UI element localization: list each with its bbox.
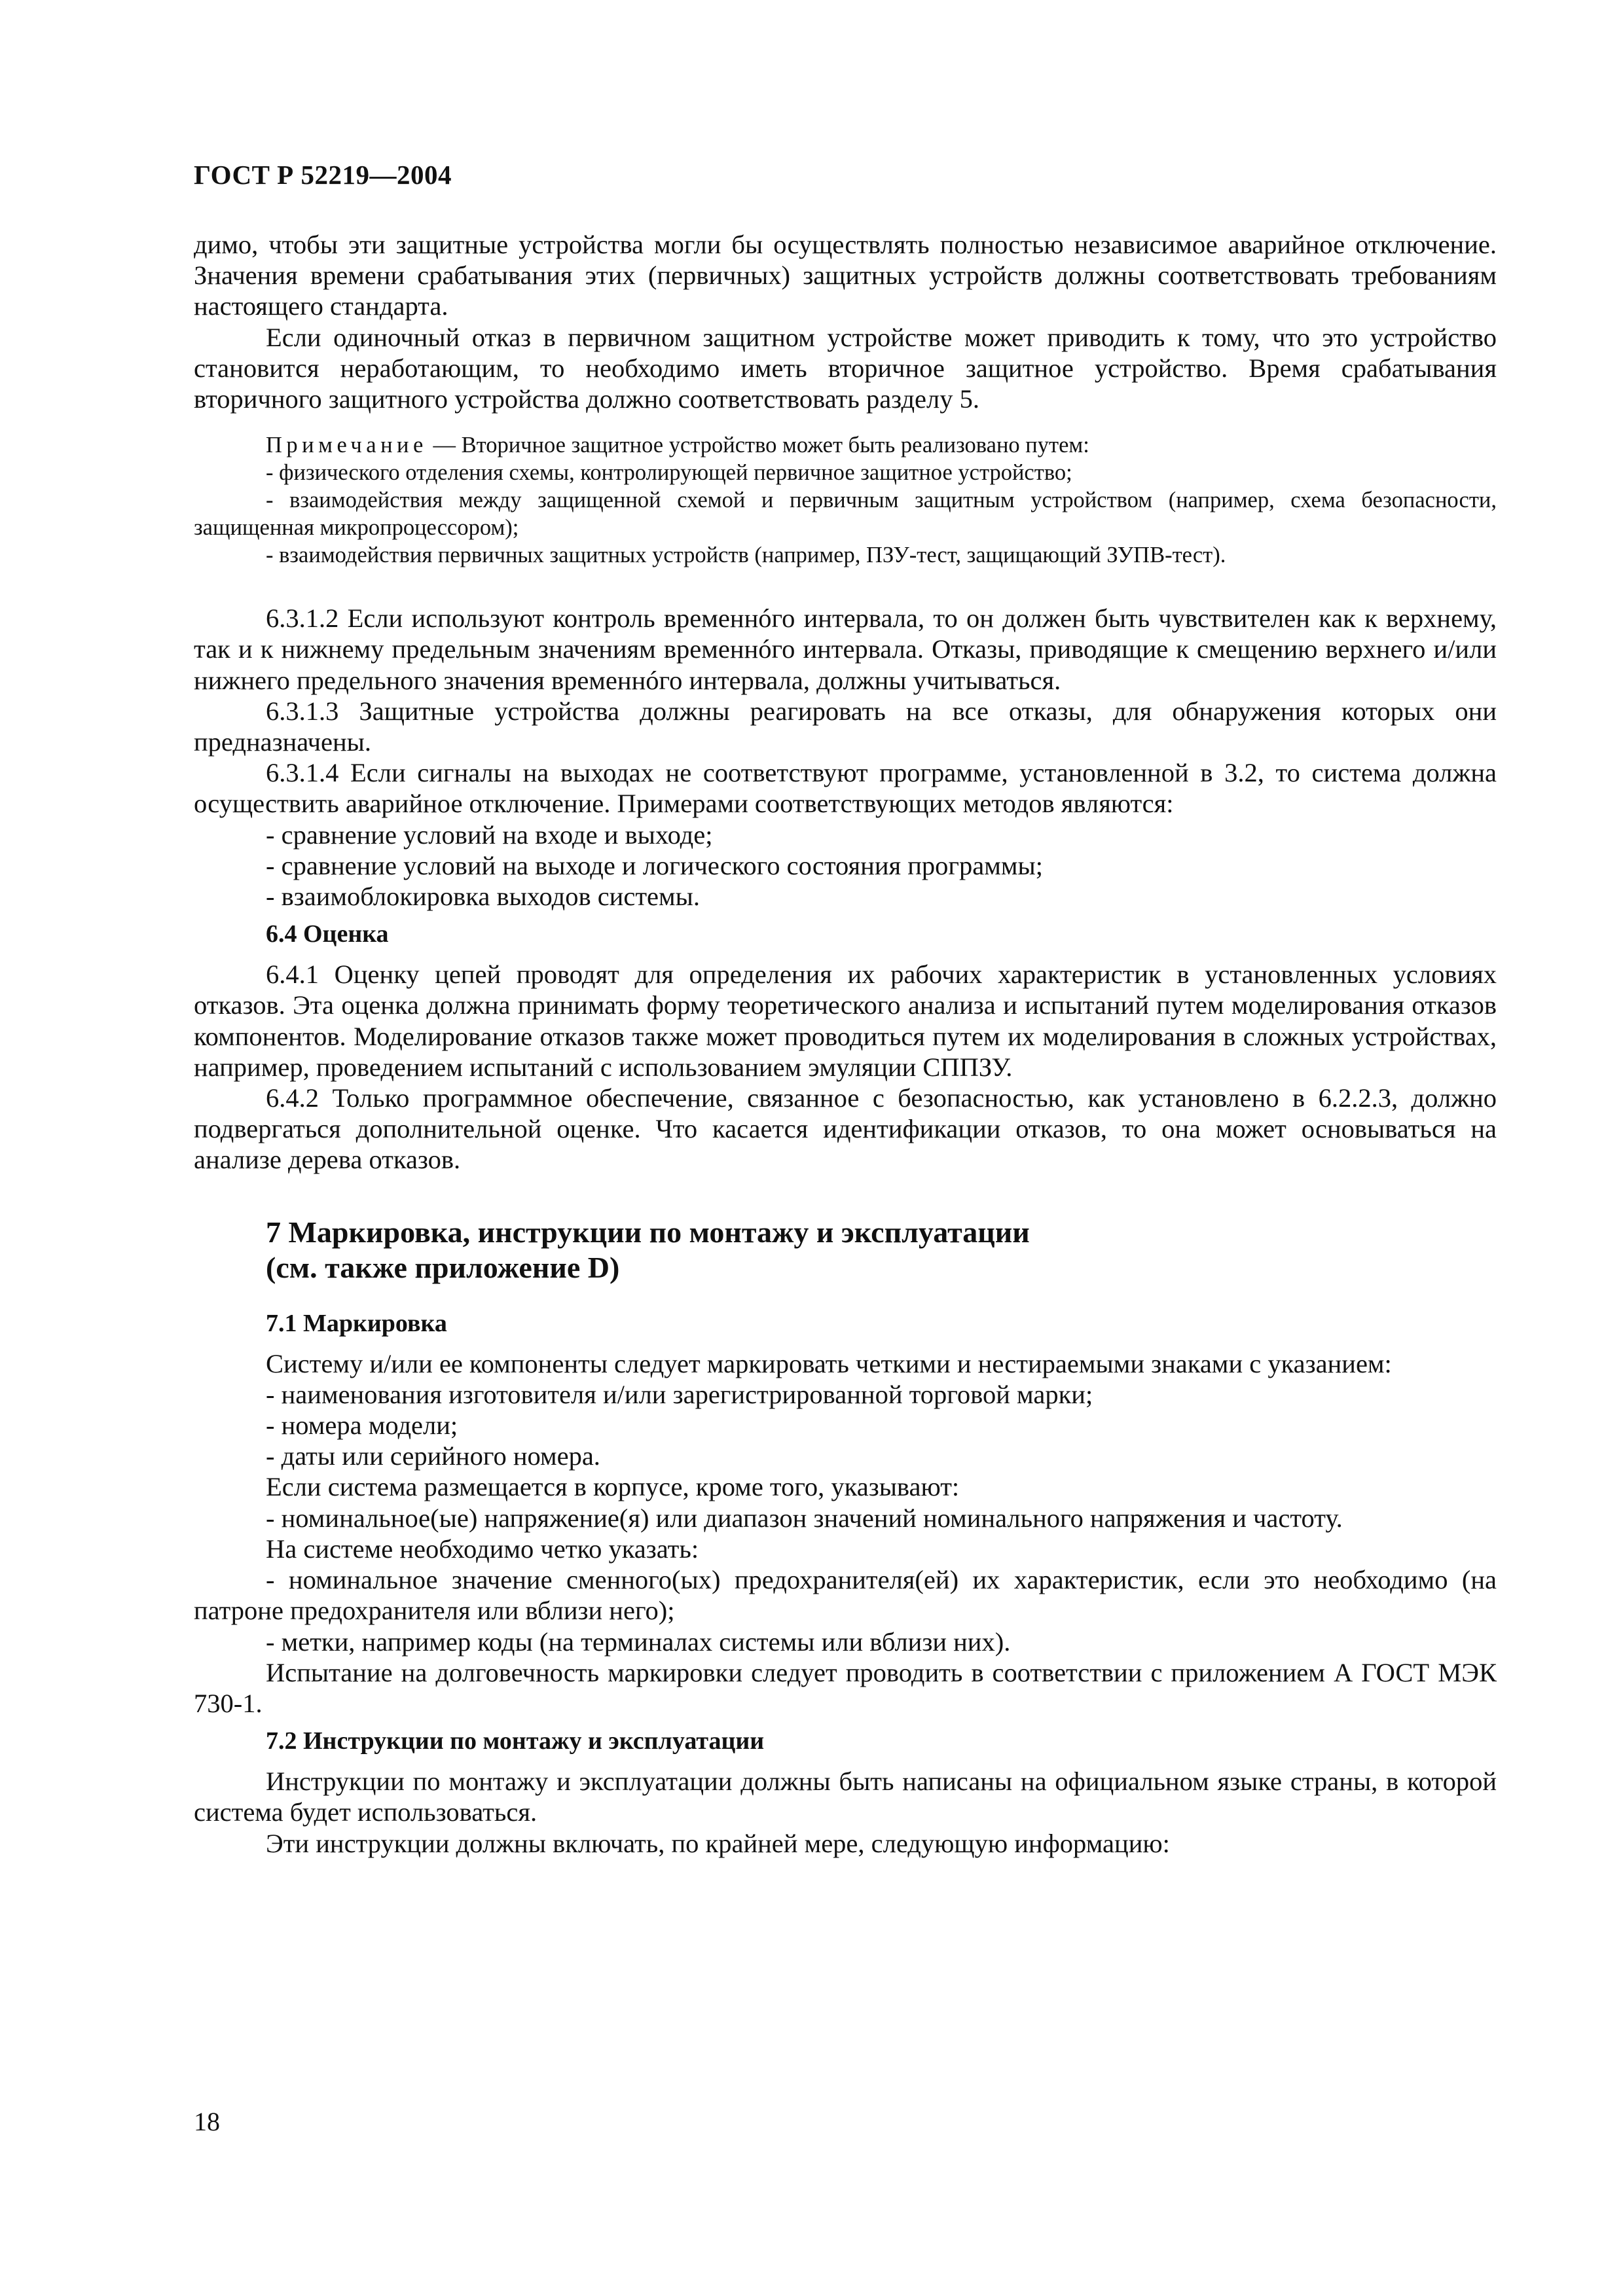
note-block xyxy=(194,431,1497,569)
clause-6-4-1: 6.4.1 Оценку цепей проводят для определения их рабочих характеристик в установленных условиях отказов. Эта оценка должна принимать форму теоретического анализа и испытаний путем моделирования отказов компонентов. Моделирование отказов также может проводиться путем их моделирования в сложных устройствах, например, проведением испытаний с использованием эмуляции СППЗУ. xyxy=(194,960,1497,1082)
clause-6-3-1-3: 6.3.1.3 Защитные устройства должны реагировать на все отказы, для обнаружения которых они предназначены. xyxy=(194,696,1497,757)
list-item: - номинальное(ые) напряжение(я) или диапазон значений номинального напряжения и частоту. xyxy=(194,1503,1497,1534)
section-heading-6-4: 6.4 Оценка xyxy=(266,920,389,948)
note-item: - взаимодействия первичных защитных устройств (например, ПЗУ-тест, защищающий ЗУПВ-тест). xyxy=(194,541,1497,569)
paragraph: Если одиночный отказ в первичном защитном устройстве может приводить к тому, что это устройство становится неработающим, то необходимо иметь вторичное защитное устройство. Время срабатывания вторичного защитного устройства должно соответствовать разделу 5. xyxy=(194,322,1497,414)
list-item: - даты или серийного номера. xyxy=(194,1441,1497,1471)
note-intro-text: — Вторичное защитное устройство может быть реализовано путем: xyxy=(427,433,1089,458)
paragraph: Испытание на долговечность маркировки следует проводить в соответствии с приложением А ГОСТ МЭК 730-1. xyxy=(194,1657,1497,1718)
list-item: - метки, например коды (на терминалах системы или вблизи них). xyxy=(194,1626,1497,1657)
note-intro xyxy=(194,431,1497,459)
paragraph: Инструкции по монтажу и эксплуатации должны быть написаны на официальном языке страны, в которой система будет использоваться. xyxy=(194,1767,1497,1827)
section-heading-7-line2: (см. также приложение D) xyxy=(266,1250,620,1284)
paragraph: На системе необходимо четко указать: xyxy=(266,1534,699,1564)
section-heading-7 xyxy=(266,1215,1497,1285)
document-header: ГОСТ Р 52219—2004 xyxy=(194,160,452,190)
list-item: - взаимоблокировка выходов системы. xyxy=(194,881,1497,912)
paragraph: Если система размещается в корпусе, кроме того, указывают: xyxy=(266,1472,960,1502)
list-item: - сравнение условий на выходе и логического состояния программы; xyxy=(194,850,1497,881)
page-number: 18 xyxy=(194,2107,220,2136)
document-body xyxy=(194,229,1497,1859)
note-item: - взаимодействия между защищенной схемой и первичным защитным устройством (например, схема безопасности, защищенная микропроцессором); xyxy=(194,486,1497,541)
clause-6-3-1-4: 6.3.1.4 Если сигналы на выходах не соответствуют программе, установленной в 3.2, то система должна осуществить аварийное отключение. Примерами соответствующих методов являются: xyxy=(194,758,1497,819)
list-item: - номинальное значение сменного(ых) предохранителя(ей) их характеристик, если это необходимо (на патроне предохранителя или вблизи него); xyxy=(194,1564,1497,1626)
paragraph: Эти инструкции должны включать, по крайней мере, следующую информацию: xyxy=(266,1828,1170,1858)
clause-6-4-2: 6.4.2 Только программное обеспечение, связанное с безопасностью, как установлено в 6.2.2.3, должно подвергаться дополнительной оценке. Что касается идентификации отказов, то она может основываться на анализе дерева отказов. xyxy=(194,1083,1497,1175)
section-heading-7-line1: 7 Маркировка, инструкции по монтажу и эксплуатации xyxy=(266,1215,1030,1249)
list-item: - наименования изготовителя и/или зарегистрированной торговой марки; xyxy=(194,1379,1497,1410)
section-heading-7-2: 7.2 Инструкции по монтажу и эксплуатации xyxy=(266,1727,765,1755)
note-label: Примечание xyxy=(266,433,428,458)
list-item: - номера модели; xyxy=(194,1410,1497,1441)
clause-6-3-1-2: 6.3.1.2 Если используют контроль временнóго интервала, то он должен быть чувствителен как к верхнему, так и к нижнему предельным значениям временнóго интервала. Отказы, приводящие к смещению верхнего и/или нижнего предельного значения временнóго интервала, должны учитываться. xyxy=(194,603,1497,695)
paragraph: Систему и/или ее компоненты следует маркировать четкими и нестираемыми знаками с указанием: xyxy=(266,1348,1392,1378)
note-item: - физического отделения схемы, контролирующей первичное защитное устройство; xyxy=(194,459,1497,486)
section-heading-7-1: 7.1 Маркировка xyxy=(266,1309,447,1337)
list-item: - сравнение условий на входе и выходе; xyxy=(194,819,1497,850)
paragraph-continuation: димо, чтобы эти защитные устройства могли бы осуществлять полностью независимое аварийное отключение. Значения времени срабатывания этих (первичных) защитных устройств должны соответствовать требованиям настоящего стандарта. xyxy=(194,230,1497,321)
